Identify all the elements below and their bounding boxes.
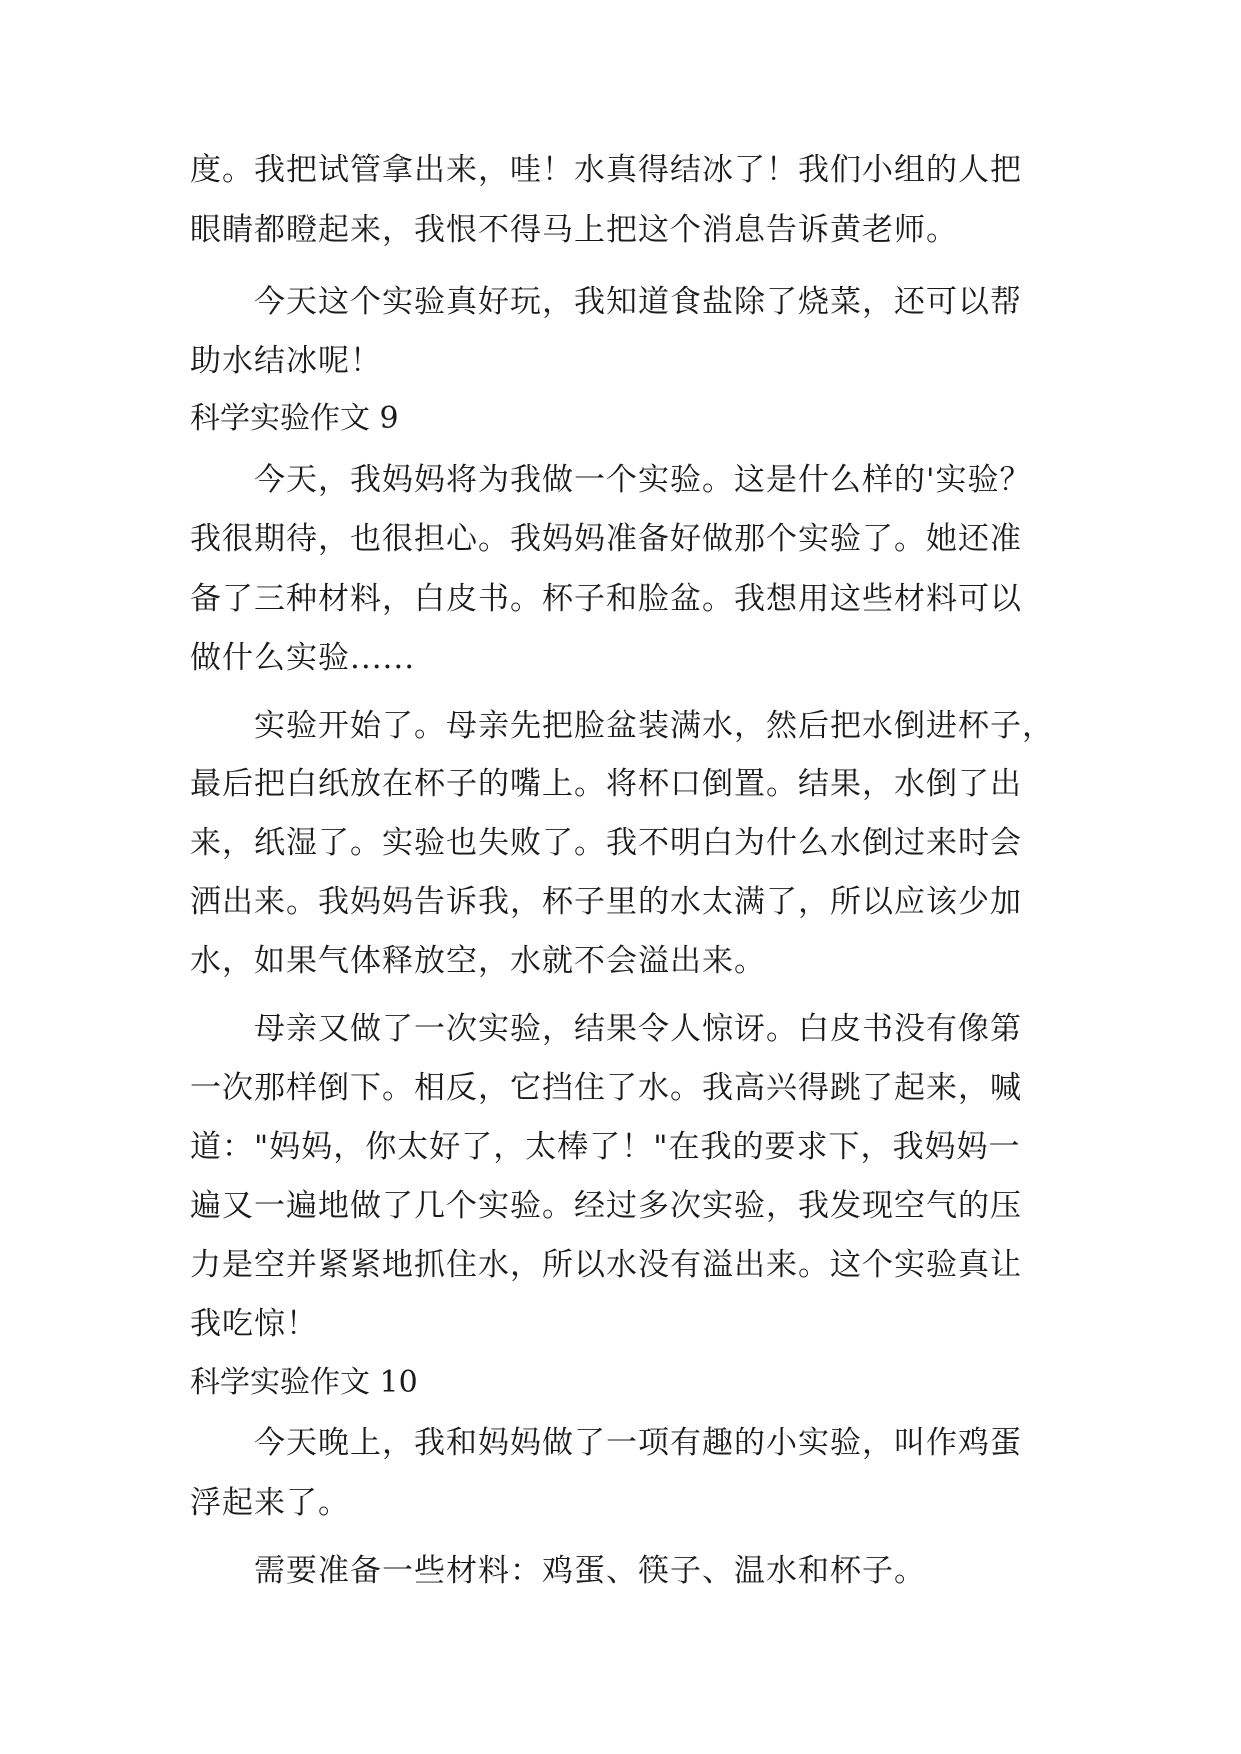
paragraph-line: 道："妈妈，你太好了，太棒了！"在我的要求下，我妈妈一	[190, 1129, 1021, 1165]
paragraph-line: 做什么实验......	[190, 640, 416, 676]
paragraph-line: 实验开始了。母亲先把脸盆装满水，然后把水倒进杯子，	[190, 708, 1054, 744]
paragraph-line: 最后把白纸放在杯子的嘴上。将杯口倒置。结果，水倒了出	[190, 766, 1022, 802]
paragraph-line: 洒出来。我妈妈告诉我，杯子里的水太满了，所以应该少加	[190, 884, 1022, 920]
paragraph-line: 力是空并紧紧地抓住水，所以水没有溢出来。这个实验真让	[190, 1247, 1022, 1283]
paragraph-line: 今天，我妈妈将为我做一个实验。这是什么样的'实验？	[190, 462, 1032, 498]
paragraph-line: 来，纸湿了。实验也失败了。我不明白为什么水倒过来时会	[190, 825, 1022, 861]
paragraph-line: 水，如果气体释放空，水就不会溢出来。	[190, 943, 766, 979]
paragraph-line: 遍又一遍地做了几个实验。经过多次实验，我发现空气的压	[190, 1188, 1022, 1224]
paragraph-line: 我很期待，也很担心。我妈妈准备好做那个实验了。她还准	[190, 521, 1022, 557]
paragraph-line: 度。我把试管拿出来，哇！水真得结冰了！我们小组的人把	[190, 152, 1022, 188]
paragraph-line: 助水结冰呢！	[190, 343, 382, 379]
paragraph-line: 眼睛都瞪起来，我恨不得马上把这个消息告诉黄老师。	[190, 212, 958, 248]
section-heading: 科学实验作文 9	[190, 401, 399, 436]
paragraph-line: 需要准备一些材料：鸡蛋、筷子、温水和杯子。	[190, 1553, 926, 1589]
paragraph-line: 浮起来了。	[190, 1485, 350, 1521]
paragraph-line: 今天这个实验真好玩，我知道食盐除了烧菜，还可以帮	[190, 284, 1022, 320]
paragraph-line: 我吃惊！	[190, 1306, 318, 1342]
section-heading: 科学实验作文 10	[190, 1365, 418, 1400]
paragraph-line: 备了三种材料，白皮书。杯子和脸盆。我想用这些材料可以	[190, 581, 1022, 617]
paragraph-line: 母亲又做了一次实验，结果令人惊讶。白皮书没有像第	[190, 1011, 1022, 1047]
paragraph-line: 一次那样倒下。相反，它挡住了水。我高兴得跳了起来，喊	[190, 1070, 1022, 1106]
paragraph-line: 今天晚上，我和妈妈做了一项有趣的小实验，叫作鸡蛋	[190, 1425, 1022, 1461]
